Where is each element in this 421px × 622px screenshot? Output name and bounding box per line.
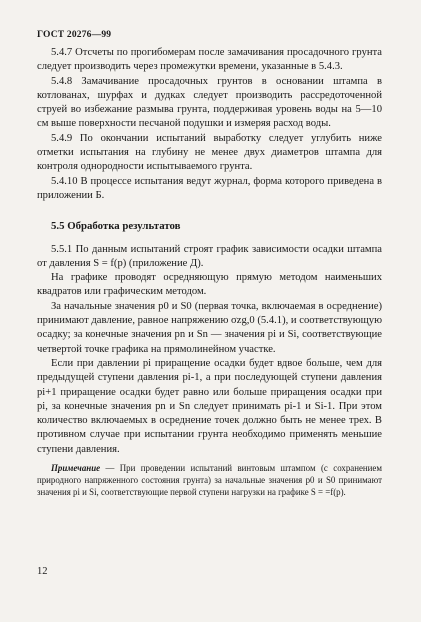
paragraph-5-4-10: 5.4.10 В процессе испытания ведут журнал, форма которого приведена в приложении Б. (37, 175, 382, 201)
paragraph-5-4-9: 5.4.9 По окончании испытаний выработку следует углубить ниже отметки испытания на глубину не менее двух диаметров штампа для контроля однородности испытываемого грунта. (37, 132, 382, 173)
paragraph-5-5-1: 5.5.1 По данным испытаний строят график зависимости осадки штампа от давления S = f(p) (приложение Д). (37, 243, 382, 269)
paragraph-least-squares: На графике проводят осредняющую прямую методом наименьших квадратов или графическим методом. (37, 272, 382, 298)
main-content (37, 46, 382, 498)
paragraph-initial-values: За начальные значения p0 и S0 (первая точка, включаемая в осреднение) принимают давление, равное напряжению σzg,0 (5.4.1), и соответствующую осадку; за конечные значения pn и Sn — значения pi и Si, соответствующие четвертой точке графика на прямолинейном участке. (37, 300, 382, 355)
note (37, 463, 382, 498)
standard-header: ГОСТ 20276—99 (37, 30, 112, 40)
note-label: Примечание (51, 463, 101, 474)
note-text: — При проведении испытаний винтовым штампом (с сохранением природного напряженного состояния грунта) за начальные значения p0 и S0 принимают значения pi и Si, соответствующие первой ступени нагрузки на графике S = =f(p). (37, 463, 382, 497)
section-title: 5.5 Обработка результатов (51, 220, 181, 233)
page-number: 12 (37, 566, 48, 577)
paragraph-pressure-increment: Если при давлении pi приращение осадки будет вдвое больше, чем для предыдущей ступени давления pi-1, а при последующей ступени давления pi+1 приращение осадки будет равно или больше приращения осадки при pi, за конечные значения pn и Sn следует принимать pi-1 и Si-1. При этом количество включаемых в осреднение точек должно быть не менее трех. В противном случае при испытании грунта необходимо применять меньшие ступени давления. (37, 357, 382, 455)
paragraph-5-4-8: 5.4.8 Замачивание просадочных грунтов в основании штампа в котлованах, шурфах и дудках следует производить рассредоточенной струей во избежание размыва грунта, поддерживая уровень воды на 5—10 см выше поверхности песчаной подушки и измеряя расход воды. (37, 75, 382, 130)
paragraph-5-4-7: 5.4.7 Отсчеты по прогибомерам после замачивания просадочного грунта следует производить через промежутки времени, указанные в 5.4.3. (37, 47, 382, 73)
